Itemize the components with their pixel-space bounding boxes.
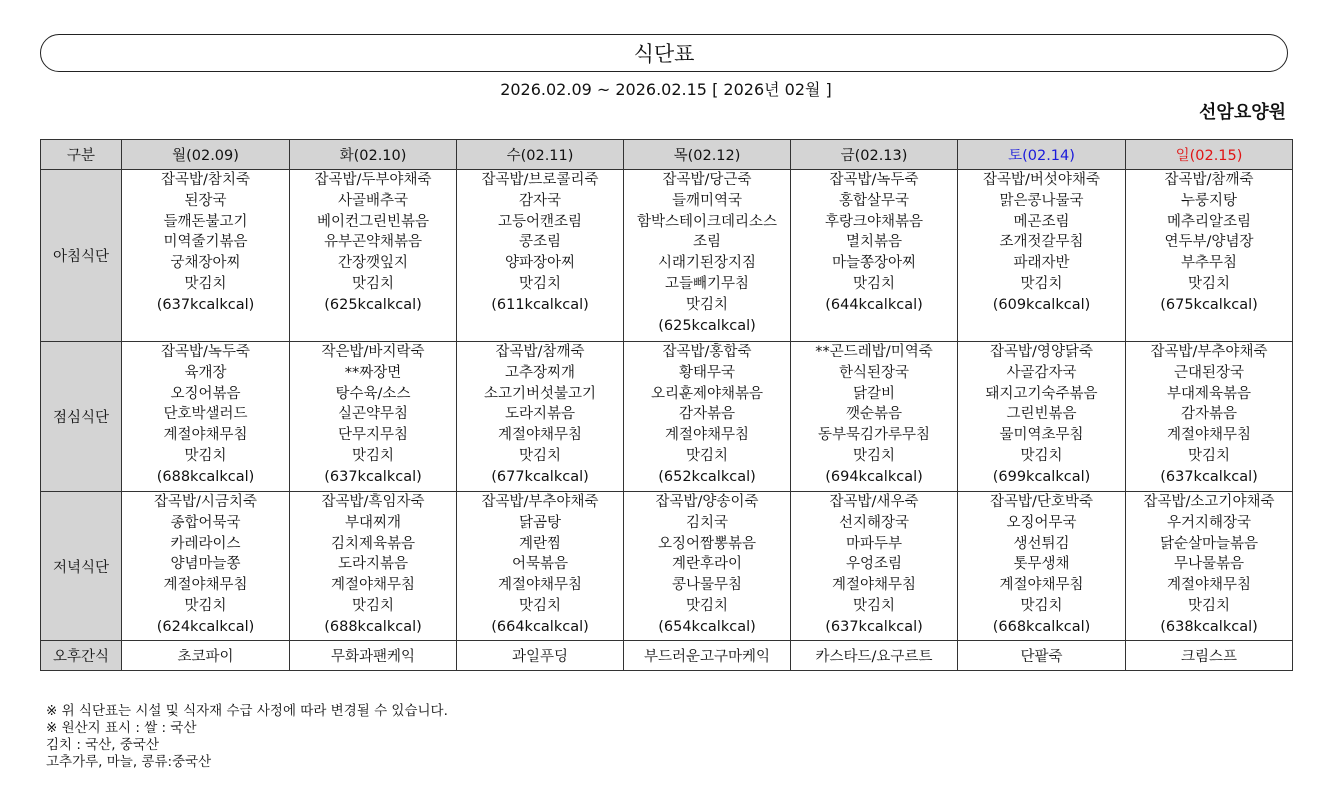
menu-item: 작은밥/바지락죽 — [321, 344, 425, 360]
menu-item: 잡곡밥/두부야채죽 — [314, 172, 432, 188]
menu-item: 오징어짬뽕볶음 — [657, 535, 757, 552]
notes-section — [46, 703, 448, 771]
menu-item: 깻순볶음 — [845, 406, 903, 423]
menu-item: 오징어무국 — [1006, 514, 1077, 531]
menu-item: 사골배추국 — [337, 192, 409, 209]
menu-item: 맛김치 — [1187, 275, 1231, 292]
menu-item: 맛김치 — [351, 447, 395, 464]
breakfast-row — [41, 170, 1293, 342]
menu-item: 부추무침 — [1180, 255, 1238, 272]
menu-item: 선지해장국 — [838, 514, 910, 531]
menu-item: 잡곡밥/브로콜리죽 — [481, 172, 599, 188]
menu-item: 마늘쫑장아찌 — [831, 255, 917, 272]
menu-item: 맛김치 — [852, 597, 896, 614]
note-line: ※ 위 식단표는 시설 및 식자재 수급 사정에 따라 변경될 수 있습니다. — [46, 703, 448, 719]
menu-item: 누룽지탕 — [1180, 192, 1238, 209]
menu-item: (688kcalkcal) — [156, 468, 255, 485]
snack-row — [41, 641, 1293, 671]
menu-item: 양파장아찌 — [504, 255, 576, 272]
menu-item: 계란후라이 — [671, 556, 743, 573]
menu-item: 오리훈제야채볶음 — [650, 385, 764, 402]
menu-item: 맛김치 — [852, 447, 896, 464]
menu-item: 맛김치 — [518, 275, 562, 292]
menu-item: 계절야채무침 — [1166, 577, 1252, 594]
menu-item: 고추장찌개 — [504, 364, 576, 381]
menu-item: 계절야채무침 — [163, 427, 248, 444]
menu-item: 맛김치 — [1020, 597, 1063, 614]
menu-item: 멸치볶음 — [845, 234, 903, 251]
menu-item: 들깨미역국 — [671, 192, 743, 209]
menu-item: 잡곡밥/새우죽 — [829, 494, 919, 510]
snack-cell: 과일푸딩 — [457, 641, 624, 671]
note-line: 고추가루, 마늘, 콩류:중국산 — [46, 754, 212, 770]
menu-item: 잡곡밥/버섯야채죽 — [983, 172, 1100, 188]
menu-item: 잡곡밥/영양닭죽 — [990, 344, 1093, 360]
menu-item: 들깨돈불고기 — [163, 213, 248, 230]
snack-cell: 무화과팬케익 — [290, 641, 457, 671]
menu-item: 계절야채무침 — [664, 427, 750, 444]
menu-item: 메추리알조림 — [1166, 213, 1252, 230]
meal-cell — [457, 342, 624, 492]
menu-item: 맛김치 — [351, 275, 395, 292]
meal-cell — [791, 342, 958, 492]
menu-item: 맛김치 — [518, 447, 562, 464]
day-header-mon: 월(02.09) — [122, 140, 290, 170]
menu-item: 근대된장국 — [1173, 364, 1245, 381]
menu-item: 잡곡밥/참깨죽 — [1164, 172, 1254, 188]
menu-item: 잡곡밥/소고기야채죽 — [1143, 494, 1275, 510]
menu-item: 연두부/양념장 — [1164, 234, 1254, 251]
menu-item: 고들빼기무침 — [664, 275, 750, 292]
menu-item: 함박스테이크데리소스 — [636, 213, 778, 230]
menu-item: 맛김치 — [1020, 275, 1063, 292]
menu-item: 황태무국 — [678, 364, 736, 381]
menu-item: 닭순살마늘볶음 — [1159, 535, 1259, 552]
menu-item: 파래자반 — [1013, 255, 1070, 272]
menu-item: (637kcalkcal) — [1160, 468, 1258, 485]
menu-item: 닭곰탕 — [518, 514, 562, 531]
menu-item: 사골감자국 — [1006, 364, 1077, 381]
meal-table — [40, 139, 1293, 671]
menu-item: (699kcalkcal) — [992, 468, 1091, 485]
menu-item: 한식된장국 — [838, 364, 910, 381]
menu-item: 잡곡밥/참깨죽 — [495, 344, 585, 360]
menu-item: 잡곡밥/시금치죽 — [154, 494, 257, 510]
menu-item: 계절야채무침 — [163, 577, 248, 594]
menu-item: 계절야채무침 — [1166, 427, 1252, 444]
menu-item: 잡곡밥/흑임자죽 — [321, 494, 425, 510]
menu-item: 맛김치 — [184, 275, 227, 292]
meal-cell — [122, 342, 290, 492]
day-header-wed: 수(02.11) — [457, 140, 624, 170]
day-header-tue: 화(02.10) — [290, 140, 457, 170]
menu-item: (668kcalkcal) — [992, 618, 1091, 635]
menu-item: 계절야채무침 — [330, 577, 416, 594]
snack-cell: 부드러운고구마케익 — [624, 641, 791, 671]
meal-cell — [958, 342, 1126, 492]
menu-item: (677kcalkcal) — [491, 468, 589, 485]
menu-item: 유부곤약채볶음 — [323, 234, 423, 251]
title-banner — [40, 34, 1288, 72]
menu-item: 맛김치 — [1020, 447, 1063, 464]
menu-item: 콩나물무침 — [671, 577, 743, 594]
period-range: 2026.02.09 ~ 2026.02.15 [ 2026년 02월 ] — [500, 80, 832, 99]
meal-cell — [122, 492, 290, 641]
meal-cell — [958, 492, 1126, 641]
meal-cell — [624, 342, 791, 492]
menu-item: 무나물볶음 — [1173, 556, 1245, 573]
menu-item: 후랑크야채볶음 — [824, 213, 924, 230]
meal-cell — [791, 170, 958, 342]
menu-item: 카레라이스 — [170, 535, 241, 552]
note-line: 김치 : 국산, 중국산 — [46, 737, 160, 753]
menu-item: 베이컨그린빈볶음 — [316, 213, 430, 230]
menu-item: 톳무생채 — [1013, 556, 1070, 573]
dinner-row — [41, 492, 1293, 641]
menu-item: 잡곡밥/양송이죽 — [655, 494, 759, 510]
menu-item: (637kcalkcal) — [825, 618, 923, 635]
row-label-breakfast: 아침식단 — [41, 170, 122, 342]
menu-item: 감자볶음 — [678, 406, 736, 423]
snack-cell: 초코파이 — [122, 641, 290, 671]
menu-item: (637kcalkcal) — [324, 468, 422, 485]
row-label-dinner: 저녁식단 — [41, 492, 122, 641]
menu-item: (688kcalkcal) — [324, 618, 422, 635]
menu-item: 메곤조림 — [1013, 213, 1070, 230]
menu-item: 맛김치 — [852, 275, 896, 292]
menu-item: 감자볶음 — [1180, 406, 1238, 423]
menu-item: 맛김치 — [685, 597, 729, 614]
meal-cell — [624, 492, 791, 641]
menu-item: (638kcalkcal) — [1160, 618, 1258, 635]
menu-item: 그린빈볶음 — [1006, 406, 1077, 423]
menu-item: 동부묵김가루무침 — [817, 427, 931, 444]
menu-item: 고등어캔조림 — [497, 213, 583, 230]
menu-item: 육개장 — [184, 364, 227, 381]
menu-item: 맛김치 — [518, 597, 562, 614]
menu-item: (654kcalkcal) — [658, 618, 756, 635]
row-label-lunch: 점심식단 — [41, 342, 122, 492]
meal-cell — [1126, 342, 1293, 492]
menu-item: 종합어묵국 — [170, 514, 241, 531]
menu-item: 잡곡밥/단호박죽 — [990, 494, 1093, 510]
menu-item: 맛김치 — [685, 447, 729, 464]
meal-cell — [290, 170, 457, 342]
note-line: ※ 원산지 표시 : 쌀 : 국산 — [46, 720, 197, 736]
meal-cell — [457, 492, 624, 641]
day-header-fri: 금(02.13) — [791, 140, 958, 170]
menu-item: 김치제육볶음 — [330, 535, 416, 552]
menu-item: 간장깻잎지 — [337, 255, 409, 272]
meal-cell — [1126, 170, 1293, 342]
day-header-sun: 일(02.15) — [1126, 140, 1293, 170]
corner-label: 구분 — [41, 140, 122, 170]
menu-item: 실곤약무침 — [337, 406, 409, 423]
menu-item: 돼지고기숙주볶음 — [985, 385, 1098, 402]
menu-item: (624kcalkcal) — [156, 618, 255, 635]
meal-cell — [1126, 492, 1293, 641]
menu-item: 맛김치 — [184, 597, 227, 614]
menu-item: 콩조림 — [518, 234, 562, 251]
menu-item: 단무지무침 — [337, 427, 409, 444]
menu-item: **곤드레밥/미역죽 — [815, 344, 933, 360]
menu-item: 홍합살무국 — [838, 192, 910, 209]
menu-item: 양념마늘쫑 — [170, 556, 241, 573]
menu-item: 맛김치 — [351, 597, 395, 614]
menu-item: 감자국 — [518, 192, 562, 209]
menu-item: 부대제육볶음 — [1166, 385, 1252, 402]
menu-item: **짜장면 — [344, 364, 402, 381]
menu-item: 조개젓갈무침 — [999, 234, 1084, 251]
organization-name: 선암요양원 — [1199, 102, 1286, 123]
menu-item: (694kcalkcal) — [825, 468, 923, 485]
menu-item: 맛김치 — [184, 447, 227, 464]
menu-item: 맛김치 — [1187, 597, 1231, 614]
menu-item: 잡곡밥/녹두죽 — [829, 172, 919, 188]
menu-item: 계절야채무침 — [831, 577, 917, 594]
menu-item: 잡곡밥/부추야채죽 — [1150, 344, 1268, 360]
menu-item: 조림 — [692, 234, 721, 251]
menu-item: 우엉조림 — [845, 556, 903, 573]
meal-cell — [122, 170, 290, 342]
menu-item: 잡곡밥/녹두죽 — [161, 344, 250, 360]
menu-item: 잡곡밥/홍합죽 — [662, 344, 752, 360]
lunch-row — [41, 342, 1293, 492]
menu-item: 잡곡밥/참치죽 — [161, 172, 250, 188]
menu-item: 우거지해장국 — [1166, 514, 1252, 531]
day-header-sat: 토(02.14) — [958, 140, 1126, 170]
menu-item: 생선튀김 — [1013, 535, 1070, 552]
menu-item: 물미역초무침 — [999, 427, 1084, 444]
meal-cell — [290, 342, 457, 492]
menu-item: (609kcalkcal) — [992, 296, 1091, 313]
snack-cell: 크림스프 — [1126, 641, 1293, 671]
menu-item: 닭갈비 — [852, 385, 896, 402]
menu-item: 탕수육/소스 — [335, 385, 411, 402]
menu-item: 도라지볶음 — [504, 406, 576, 423]
menu-item: 김치국 — [685, 514, 729, 531]
menu-item: (675kcalkcal) — [1160, 296, 1258, 313]
menu-item: 단호박샐러드 — [163, 406, 248, 423]
menu-item: (625kcalkcal) — [324, 296, 422, 313]
menu-item: (664kcalkcal) — [491, 618, 589, 635]
menu-item: 잡곡밥/당근죽 — [662, 172, 752, 188]
page-title: 식단표 — [633, 42, 695, 66]
meal-cell — [457, 170, 624, 342]
menu-item: (625kcalkcal) — [658, 317, 756, 334]
meal-cell — [624, 170, 791, 342]
menu-item: (611kcalkcal) — [491, 296, 589, 313]
menu-item: 어묵볶음 — [511, 556, 569, 573]
menu-item: 맑은콩나물국 — [999, 192, 1084, 209]
meal-cell — [290, 492, 457, 641]
menu-item: 도라지볶음 — [337, 556, 409, 573]
menu-item: 부대찌개 — [344, 514, 402, 531]
header-row — [41, 140, 1293, 170]
snack-cell: 단팥죽 — [958, 641, 1126, 671]
menu-item: 마파두부 — [845, 535, 903, 552]
menu-item: 미역줄기볶음 — [163, 234, 248, 251]
menu-item: 계절야채무침 — [497, 427, 583, 444]
menu-item: 맛김치 — [1187, 447, 1231, 464]
row-label-snack: 오후간식 — [41, 641, 122, 671]
menu-item: 시래기된장지짐 — [657, 255, 757, 272]
menu-item: 된장국 — [184, 192, 227, 209]
menu-item: 계절야채무침 — [999, 577, 1084, 594]
menu-item: 소고기버섯불고기 — [483, 385, 597, 402]
menu-item: 잡곡밥/부추야채죽 — [481, 494, 599, 510]
snack-cell: 카스타드/요구르트 — [791, 641, 958, 671]
meal-cell — [958, 170, 1126, 342]
day-header-thu: 목(02.12) — [624, 140, 791, 170]
menu-item: (644kcalkcal) — [825, 296, 923, 313]
menu-item: 계란찜 — [518, 535, 562, 552]
menu-item: 궁채장아찌 — [170, 255, 241, 272]
menu-item: 계절야채무침 — [497, 577, 583, 594]
menu-item: 맛김치 — [685, 296, 729, 313]
meal-cell — [791, 492, 958, 641]
menu-item: (637kcalkcal) — [156, 296, 255, 313]
menu-item: (652kcalkcal) — [658, 468, 756, 485]
menu-item: 오징어볶음 — [170, 385, 241, 402]
